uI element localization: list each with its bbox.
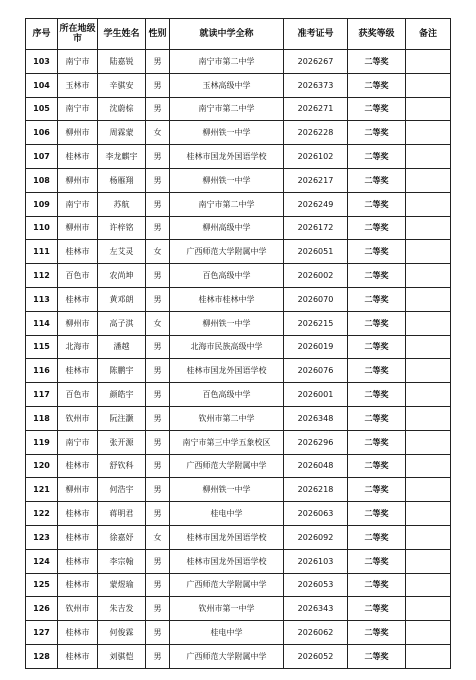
cell-award: 二等奖	[348, 454, 406, 478]
cell-school: 桂林市国龙外国语学校	[170, 525, 284, 549]
cell-no: 112	[26, 264, 58, 288]
table-row	[26, 549, 451, 573]
table-row	[26, 168, 451, 192]
cell-city: 南宁市	[58, 97, 98, 121]
cell-gender: 男	[146, 97, 170, 121]
cell-remarks	[406, 287, 451, 311]
cell-school: 南宁市第二中学	[170, 50, 284, 74]
cell-remarks	[406, 97, 451, 121]
cell-exam-id: 2026343	[284, 597, 348, 621]
cell-exam-id: 2026373	[284, 73, 348, 97]
table-header	[26, 19, 451, 50]
cell-city: 桂林市	[58, 359, 98, 383]
cell-no: 120	[26, 454, 58, 478]
cell-no: 104	[26, 73, 58, 97]
cell-award: 二等奖	[348, 383, 406, 407]
cell-school: 钦州市第一中学	[170, 597, 284, 621]
cell-award: 二等奖	[348, 192, 406, 216]
cell-gender: 男	[146, 597, 170, 621]
header-school: 就读中学全称	[170, 19, 284, 50]
cell-award: 二等奖	[348, 240, 406, 264]
cell-school: 桂林市桂林中学	[170, 287, 284, 311]
cell-no: 116	[26, 359, 58, 383]
cell-remarks	[406, 359, 451, 383]
cell-exam-id: 2026172	[284, 216, 348, 240]
table-row	[26, 335, 451, 359]
cell-no: 114	[26, 311, 58, 335]
cell-gender: 男	[146, 644, 170, 668]
header-exam-id: 准考证号	[284, 19, 348, 50]
cell-exam-id: 2026092	[284, 525, 348, 549]
cell-gender: 男	[146, 430, 170, 454]
cell-gender: 男	[146, 335, 170, 359]
cell-remarks	[406, 50, 451, 74]
cell-city: 玉林市	[58, 73, 98, 97]
cell-city: 柳州市	[58, 478, 98, 502]
cell-award: 二等奖	[348, 502, 406, 526]
cell-school: 柳州铁一中学	[170, 121, 284, 145]
cell-student-name: 陆嘉锐	[98, 50, 146, 74]
cell-no: 109	[26, 192, 58, 216]
cell-student-name: 蒋明君	[98, 502, 146, 526]
table-row	[26, 621, 451, 645]
cell-city: 百色市	[58, 383, 98, 407]
cell-student-name: 杨雁翔	[98, 168, 146, 192]
cell-remarks	[406, 549, 451, 573]
cell-exam-id: 2026019	[284, 335, 348, 359]
cell-school: 南宁市第二中学	[170, 192, 284, 216]
cell-no: 107	[26, 145, 58, 169]
cell-remarks	[406, 335, 451, 359]
cell-award: 二等奖	[348, 216, 406, 240]
cell-gender: 女	[146, 525, 170, 549]
table-row	[26, 50, 451, 74]
cell-school: 钦州市第二中学	[170, 406, 284, 430]
cell-city: 桂林市	[58, 644, 98, 668]
cell-award: 二等奖	[348, 525, 406, 549]
cell-student-name: 李龙麒宇	[98, 145, 146, 169]
cell-city: 柳州市	[58, 311, 98, 335]
cell-school: 桂林市国龙外国语学校	[170, 145, 284, 169]
cell-gender: 男	[146, 502, 170, 526]
cell-school: 南宁市第二中学	[170, 97, 284, 121]
table-row	[26, 121, 451, 145]
table-row	[26, 525, 451, 549]
cell-remarks	[406, 573, 451, 597]
cell-school: 广西师范大学附属中学	[170, 240, 284, 264]
cell-award: 二等奖	[348, 97, 406, 121]
cell-no: 105	[26, 97, 58, 121]
cell-student-name: 刘骐恺	[98, 644, 146, 668]
cell-remarks	[406, 644, 451, 668]
cell-exam-id: 2026218	[284, 478, 348, 502]
cell-gender: 男	[146, 50, 170, 74]
cell-exam-id: 2026348	[284, 406, 348, 430]
cell-award: 二等奖	[348, 597, 406, 621]
cell-student-name: 潘越	[98, 335, 146, 359]
cell-no: 110	[26, 216, 58, 240]
table-row	[26, 359, 451, 383]
cell-city: 柳州市	[58, 121, 98, 145]
cell-school: 柳州铁一中学	[170, 311, 284, 335]
cell-award: 二等奖	[348, 478, 406, 502]
cell-gender: 女	[146, 311, 170, 335]
cell-gender: 男	[146, 168, 170, 192]
cell-exam-id: 2026103	[284, 549, 348, 573]
cell-gender: 男	[146, 145, 170, 169]
table-row	[26, 311, 451, 335]
table-row	[26, 573, 451, 597]
cell-no: 117	[26, 383, 58, 407]
cell-school: 广西师范大学附属中学	[170, 454, 284, 478]
cell-remarks	[406, 192, 451, 216]
cell-award: 二等奖	[348, 73, 406, 97]
cell-city: 南宁市	[58, 50, 98, 74]
cell-city: 桂林市	[58, 145, 98, 169]
cell-gender: 男	[146, 216, 170, 240]
cell-student-name: 朱吉发	[98, 597, 146, 621]
cell-exam-id: 2026001	[284, 383, 348, 407]
table-row	[26, 145, 451, 169]
cell-city: 柳州市	[58, 168, 98, 192]
cell-no: 119	[26, 430, 58, 454]
cell-no: 126	[26, 597, 58, 621]
cell-student-name: 张开源	[98, 430, 146, 454]
cell-exam-id: 2026249	[284, 192, 348, 216]
cell-award: 二等奖	[348, 145, 406, 169]
table-row	[26, 240, 451, 264]
cell-no: 106	[26, 121, 58, 145]
cell-no: 122	[26, 502, 58, 526]
cell-exam-id: 2026048	[284, 454, 348, 478]
cell-city: 桂林市	[58, 621, 98, 645]
cell-student-name: 沈蔚棕	[98, 97, 146, 121]
cell-remarks	[406, 454, 451, 478]
cell-student-name: 徐嘉妤	[98, 525, 146, 549]
cell-exam-id: 2026267	[284, 50, 348, 74]
cell-student-name: 周霖蒙	[98, 121, 146, 145]
cell-student-name: 颜皓宇	[98, 383, 146, 407]
header-name: 学生姓名	[98, 19, 146, 50]
table-row	[26, 264, 451, 288]
table-row	[26, 192, 451, 216]
cell-remarks	[406, 311, 451, 335]
cell-exam-id: 2026052	[284, 644, 348, 668]
header-remarks: 备注	[406, 19, 451, 50]
table-row	[26, 644, 451, 668]
cell-gender: 男	[146, 573, 170, 597]
cell-no: 108	[26, 168, 58, 192]
table-row	[26, 97, 451, 121]
cell-school: 北海市民族高级中学	[170, 335, 284, 359]
cell-award: 二等奖	[348, 573, 406, 597]
cell-gender: 男	[146, 287, 170, 311]
cell-award: 二等奖	[348, 621, 406, 645]
cell-school: 南宁市第三中学五象校区	[170, 430, 284, 454]
cell-student-name: 阮注灏	[98, 406, 146, 430]
cell-award: 二等奖	[348, 644, 406, 668]
cell-remarks	[406, 168, 451, 192]
award-table	[25, 18, 451, 669]
cell-school: 柳州高级中学	[170, 216, 284, 240]
cell-gender: 男	[146, 406, 170, 430]
cell-no: 127	[26, 621, 58, 645]
cell-school: 百色高级中学	[170, 383, 284, 407]
cell-award: 二等奖	[348, 287, 406, 311]
table-row	[26, 406, 451, 430]
cell-exam-id: 2026271	[284, 97, 348, 121]
cell-no: 113	[26, 287, 58, 311]
cell-gender: 男	[146, 264, 170, 288]
cell-gender: 女	[146, 121, 170, 145]
cell-city: 桂林市	[58, 573, 98, 597]
cell-school: 玉林高级中学	[170, 73, 284, 97]
cell-city: 钦州市	[58, 597, 98, 621]
cell-remarks	[406, 502, 451, 526]
cell-student-name: 许梓铭	[98, 216, 146, 240]
cell-award: 二等奖	[348, 406, 406, 430]
cell-exam-id: 2026051	[284, 240, 348, 264]
cell-city: 北海市	[58, 335, 98, 359]
cell-student-name: 高子淇	[98, 311, 146, 335]
table-body	[26, 50, 451, 669]
table-row	[26, 216, 451, 240]
cell-city: 南宁市	[58, 192, 98, 216]
cell-school: 广西师范大学附属中学	[170, 644, 284, 668]
cell-school: 柳州铁一中学	[170, 168, 284, 192]
cell-no: 111	[26, 240, 58, 264]
cell-school: 桂电中学	[170, 621, 284, 645]
cell-award: 二等奖	[348, 50, 406, 74]
cell-school: 桂林市国龙外国语学校	[170, 359, 284, 383]
cell-award: 二等奖	[348, 311, 406, 335]
cell-exam-id: 2026102	[284, 145, 348, 169]
cell-student-name: 农尚坤	[98, 264, 146, 288]
cell-student-name: 左艾灵	[98, 240, 146, 264]
cell-student-name: 舒钦科	[98, 454, 146, 478]
cell-student-name: 蒙煜瑜	[98, 573, 146, 597]
cell-award: 二等奖	[348, 430, 406, 454]
cell-student-name: 陈鹏宇	[98, 359, 146, 383]
cell-school: 广西师范大学附属中学	[170, 573, 284, 597]
cell-award: 二等奖	[348, 359, 406, 383]
header-row	[26, 19, 451, 50]
cell-no: 121	[26, 478, 58, 502]
cell-exam-id: 2026062	[284, 621, 348, 645]
cell-no: 128	[26, 644, 58, 668]
cell-gender: 男	[146, 73, 170, 97]
table-row	[26, 287, 451, 311]
cell-exam-id: 2026002	[284, 264, 348, 288]
cell-remarks	[406, 430, 451, 454]
cell-exam-id: 2026063	[284, 502, 348, 526]
cell-award: 二等奖	[348, 264, 406, 288]
cell-exam-id: 2026296	[284, 430, 348, 454]
cell-city: 百色市	[58, 264, 98, 288]
cell-remarks	[406, 121, 451, 145]
cell-city: 桂林市	[58, 525, 98, 549]
table-row	[26, 502, 451, 526]
cell-school: 百色高级中学	[170, 264, 284, 288]
header-award: 获奖等级	[348, 19, 406, 50]
cell-city: 桂林市	[58, 287, 98, 311]
cell-no: 124	[26, 549, 58, 573]
cell-award: 二等奖	[348, 168, 406, 192]
cell-no: 115	[26, 335, 58, 359]
cell-gender: 男	[146, 478, 170, 502]
cell-exam-id: 2026228	[284, 121, 348, 145]
cell-student-name: 何浩宇	[98, 478, 146, 502]
cell-remarks	[406, 597, 451, 621]
cell-remarks	[406, 216, 451, 240]
cell-gender: 男	[146, 549, 170, 573]
cell-city: 桂林市	[58, 549, 98, 573]
cell-gender: 男	[146, 359, 170, 383]
cell-remarks	[406, 73, 451, 97]
cell-student-name: 黄邓朗	[98, 287, 146, 311]
table-row	[26, 454, 451, 478]
cell-school: 桂电中学	[170, 502, 284, 526]
cell-gender: 男	[146, 383, 170, 407]
cell-exam-id: 2026076	[284, 359, 348, 383]
header-no: 序号	[26, 19, 58, 50]
table-row	[26, 478, 451, 502]
cell-award: 二等奖	[348, 335, 406, 359]
cell-exam-id: 2026217	[284, 168, 348, 192]
cell-city: 南宁市	[58, 430, 98, 454]
cell-gender: 男	[146, 621, 170, 645]
cell-no: 125	[26, 573, 58, 597]
cell-remarks	[406, 525, 451, 549]
cell-exam-id: 2026053	[284, 573, 348, 597]
table-row	[26, 73, 451, 97]
cell-gender: 男	[146, 454, 170, 478]
cell-remarks	[406, 240, 451, 264]
header-city: 所在地级市	[58, 19, 98, 50]
cell-gender: 女	[146, 240, 170, 264]
cell-city: 桂林市	[58, 240, 98, 264]
cell-student-name: 何俊霖	[98, 621, 146, 645]
cell-no: 118	[26, 406, 58, 430]
table-row	[26, 430, 451, 454]
cell-exam-id: 2026070	[284, 287, 348, 311]
cell-city: 钦州市	[58, 406, 98, 430]
cell-exam-id: 2026215	[284, 311, 348, 335]
cell-award: 二等奖	[348, 121, 406, 145]
header-gender: 性别	[146, 19, 170, 50]
cell-student-name: 苏航	[98, 192, 146, 216]
cell-no: 123	[26, 525, 58, 549]
cell-gender: 男	[146, 192, 170, 216]
cell-remarks	[406, 264, 451, 288]
cell-remarks	[406, 145, 451, 169]
cell-award: 二等奖	[348, 549, 406, 573]
cell-school: 桂林市国龙外国语学校	[170, 549, 284, 573]
table-row	[26, 597, 451, 621]
cell-student-name: 辛骐安	[98, 73, 146, 97]
cell-remarks	[406, 478, 451, 502]
cell-city: 桂林市	[58, 502, 98, 526]
cell-remarks	[406, 621, 451, 645]
cell-city: 桂林市	[58, 454, 98, 478]
cell-remarks	[406, 406, 451, 430]
cell-school: 柳州铁一中学	[170, 478, 284, 502]
cell-remarks	[406, 383, 451, 407]
cell-no: 103	[26, 50, 58, 74]
table-row	[26, 383, 451, 407]
cell-city: 柳州市	[58, 216, 98, 240]
cell-student-name: 李宗翰	[98, 549, 146, 573]
